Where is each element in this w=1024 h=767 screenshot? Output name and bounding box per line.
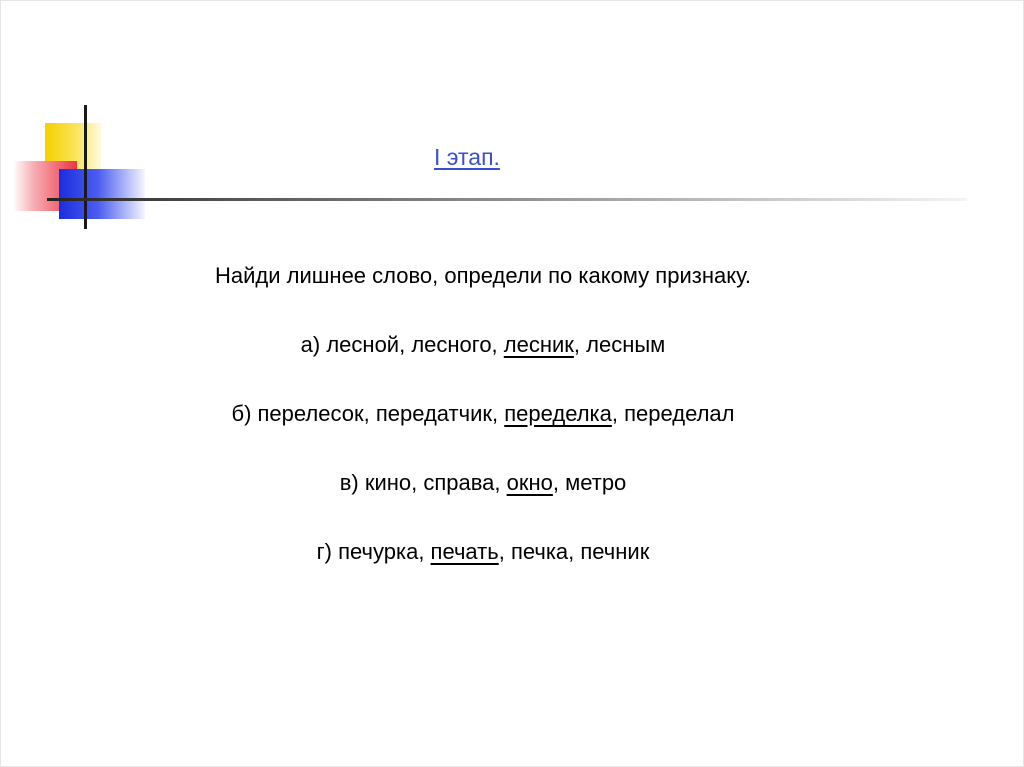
horizontal-rule (47, 198, 967, 201)
red-square-decoration (13, 161, 77, 211)
instruction-text: Найди лишнее слово, определи по какому признаку. (215, 263, 751, 288)
exercise-item-b: б) перелесок, передатчик, переделка, переделал (231, 401, 735, 426)
vertical-line-decoration (84, 105, 87, 229)
slide-content (1, 253, 965, 598)
odd-word-underlined: печать (430, 539, 499, 564)
yellow-square-decoration (45, 123, 101, 177)
slide-title-link[interactable]: I этап. (434, 144, 500, 170)
exercise-item-c: в) кино, справа, окно, метро (339, 470, 627, 495)
blue-square-decoration (59, 169, 145, 219)
exercise-item-d: г) печурка, печать, печка, печник (316, 539, 650, 564)
odd-word-underlined: окно (506, 470, 553, 495)
exercise-item-a: а) лесной, лесного, лесник, лесным (300, 332, 666, 357)
odd-word-underlined: переделка (504, 401, 612, 426)
odd-word-underlined: лесник (503, 332, 574, 357)
